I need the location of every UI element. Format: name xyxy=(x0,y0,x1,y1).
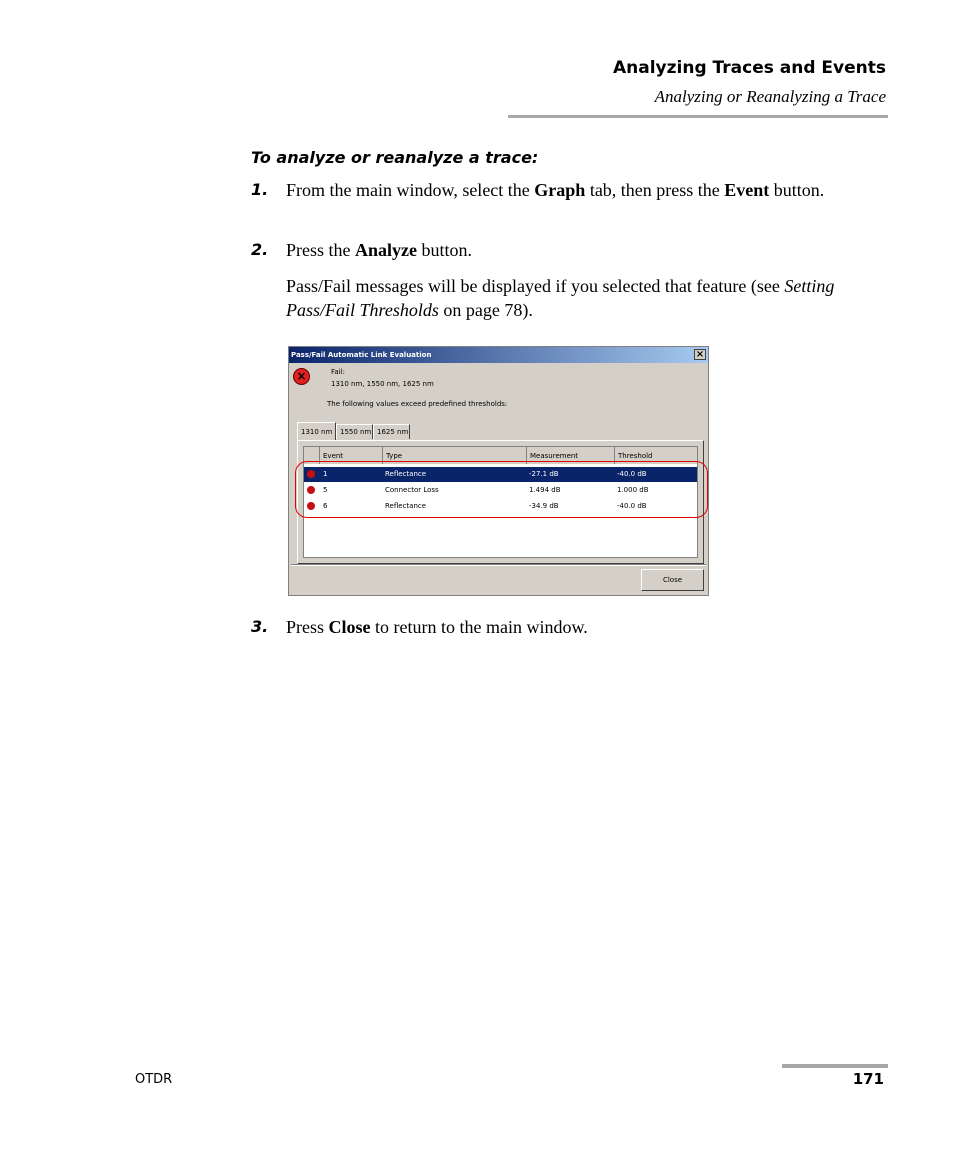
column-header-event[interactable]: Event xyxy=(320,447,383,464)
page-number: 171 xyxy=(852,1070,884,1088)
running-header-title: Analyzing Traces and Events xyxy=(612,58,886,78)
step-1-text: From the main window, select the Graph tab, then press the Event button. xyxy=(286,180,825,200)
tab-1625[interactable]: 1625 nm xyxy=(373,424,410,439)
row-threshold: 1.000 dB xyxy=(617,486,649,494)
step-3-text: Press Close to return to the main window. xyxy=(286,617,588,637)
threshold-message: The following values exceed predefined thresholds: xyxy=(327,400,508,408)
footer-rule xyxy=(782,1064,888,1068)
step-3-number: 3. xyxy=(251,617,269,636)
dialog-separator xyxy=(291,564,706,566)
tab-1310[interactable]: 1310 nm xyxy=(297,422,336,440)
row-measurement: -27.1 dB xyxy=(529,470,559,478)
pass-fail-note: Pass/Fail messages will be displayed if you selected that feature (see Setting Pass/Fail Thresholds on page 78). xyxy=(286,276,835,320)
row-event: 1 xyxy=(323,470,328,478)
dialog-title: Pass/Fail Automatic Link Evaluation xyxy=(291,351,432,359)
tab-1550[interactable]: 1550 nm xyxy=(336,424,373,439)
column-header-measurement[interactable]: Measurement xyxy=(527,447,615,464)
header-rule xyxy=(508,115,888,118)
row-threshold: -40.0 dB xyxy=(617,470,647,478)
row-type: Reflectance xyxy=(385,470,427,478)
close-icon[interactable]: × xyxy=(695,349,705,360)
row-type: Reflectance xyxy=(385,502,427,510)
row-event: 6 xyxy=(323,502,328,510)
fail-x-icon: × xyxy=(293,368,310,385)
column-header-threshold[interactable]: Threshold xyxy=(618,452,653,460)
row-threshold: -40.0 dB xyxy=(617,502,647,510)
status-label: Fail: xyxy=(331,368,345,376)
step-2-number: 2. xyxy=(251,240,269,259)
footer-product: OTDR xyxy=(135,1072,173,1087)
column-header-type[interactable]: Type xyxy=(383,447,527,464)
procedure-title: To analyze or reanalyze a trace: xyxy=(251,148,539,167)
wavelength-list: 1310 nm, 1550 nm, 1625 nm xyxy=(331,380,434,388)
pass-fail-dialog xyxy=(288,346,709,596)
row-measurement: 1.494 dB xyxy=(529,486,561,494)
row-event: 5 xyxy=(323,486,328,494)
dialog-titlebar xyxy=(289,347,708,363)
row-type: Connector Loss xyxy=(385,486,439,494)
running-header-subtitle: Analyzing or Reanalyzing a Trace xyxy=(654,87,886,106)
highlight-ring xyxy=(295,461,708,518)
step-2-text: Press the Analyze button. xyxy=(286,240,473,260)
row-measurement: -34.9 dB xyxy=(529,502,559,510)
step-1-number: 1. xyxy=(251,180,269,199)
close-button[interactable]: Close xyxy=(641,569,704,591)
